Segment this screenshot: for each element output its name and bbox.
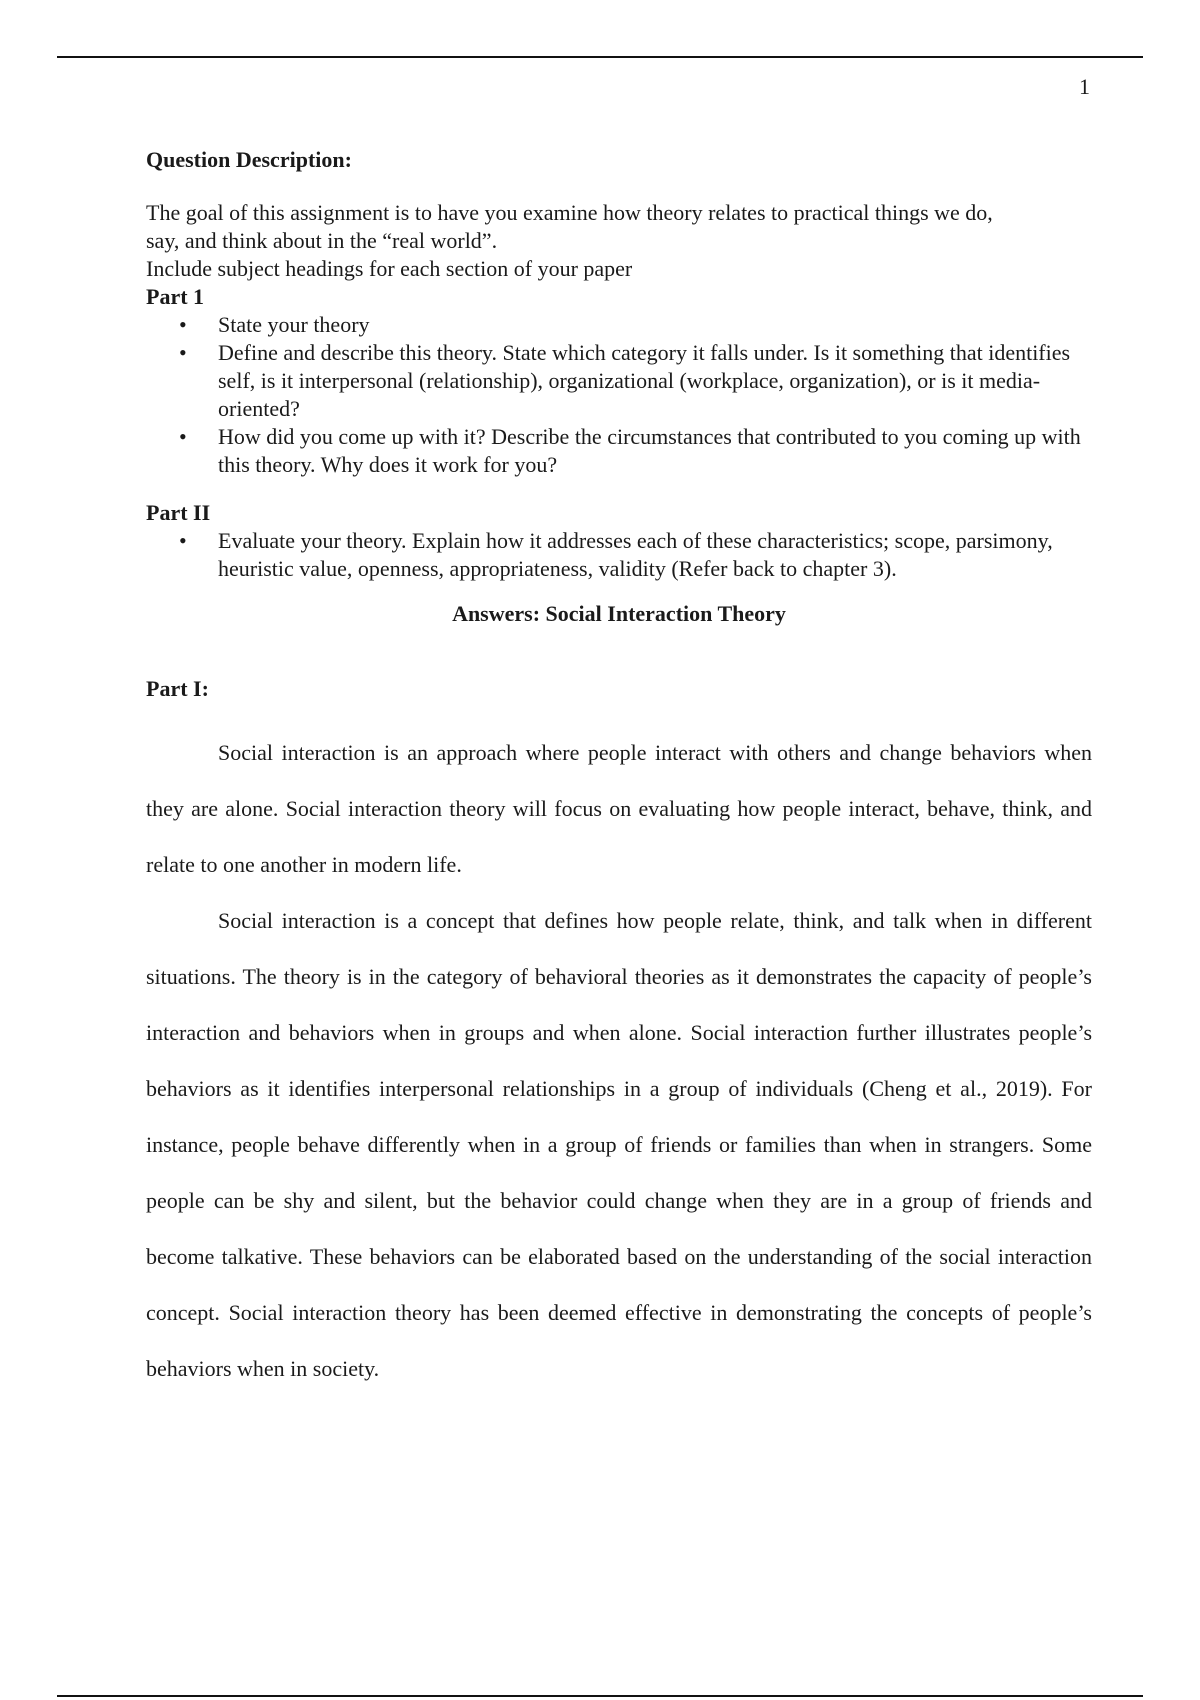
part2-bullet-list [146, 527, 1092, 583]
bullet-text: Define and describe this theory. State which category it falls under. Is it something that identifies self, is it interpersonal (relationship), organizational (workplace, organization), or is it media-oriented? [218, 340, 1071, 421]
answers-title: Answers: Social Interaction Theory [452, 601, 786, 626]
page-number: 1 [1079, 74, 1090, 99]
part1-heading: Part 1 [146, 284, 205, 309]
question-intro [146, 199, 1092, 283]
footer-rule [57, 1695, 1143, 1697]
list-item [146, 311, 1092, 339]
list-item [146, 527, 1092, 583]
headings-note: Include subject headings for each section of your paper [146, 256, 633, 281]
bullet-icon: • [179, 424, 187, 449]
part1-bullet-list [146, 311, 1092, 479]
question-description-heading: Question Description: [146, 147, 352, 172]
bullet-icon: • [179, 528, 187, 553]
answer-body [146, 725, 1092, 1397]
part2-heading: Part II [146, 500, 211, 525]
answers-part1-heading: Part I: [146, 676, 209, 701]
intro-line: say, and think about in the “real world”. [146, 228, 498, 253]
document-body [146, 146, 1092, 1397]
list-item [146, 423, 1092, 479]
list-item [146, 339, 1092, 423]
intro-line: The goal of this assignment is to have you examine how theory relates to practical things we do, [146, 200, 993, 225]
answer-paragraph: Social interaction is an approach where people interact with others and change behaviors when they are alone. Social interaction theory will focus on evaluating how people interact, behave, think, and relate to one another in modern life. [146, 740, 1092, 877]
header-rule [57, 56, 1143, 58]
answer-paragraph: Social interaction is a concept that defines how people relate, think, and talk when in different situations. The theory is in the category of behavioral theories as it demonstrates the capacity of people’s interaction and behaviors when in groups and when alone. Social interaction further illustrates people’s behaviors as it identifies interpersonal relationships in a group of individuals (Cheng et al., 2019). For instance, people behave differently when in a group of friends or families than when in strangers. Some people can be shy and silent, but the behavior could change when they are in a group of friends and become talkative. These behaviors can be elaborated based on the understanding of the social interaction concept. Social interaction theory has been deemed effective in demonstrating the concepts of people’s behaviors when in society. [146, 908, 1092, 1381]
bullet-text: State your theory [218, 312, 370, 337]
bullet-text: How did you come up with it? Describe the circumstances that contributed to you coming up with this theory. Why does it work for you? [218, 424, 1081, 477]
bullet-text: Evaluate your theory. Explain how it addresses each of these characteristics; scope, parsimony, heuristic value, openness, appropriateness, validity (Refer back to chapter 3). [218, 528, 1053, 581]
bullet-icon: • [179, 312, 187, 337]
bullet-icon: • [179, 340, 187, 365]
